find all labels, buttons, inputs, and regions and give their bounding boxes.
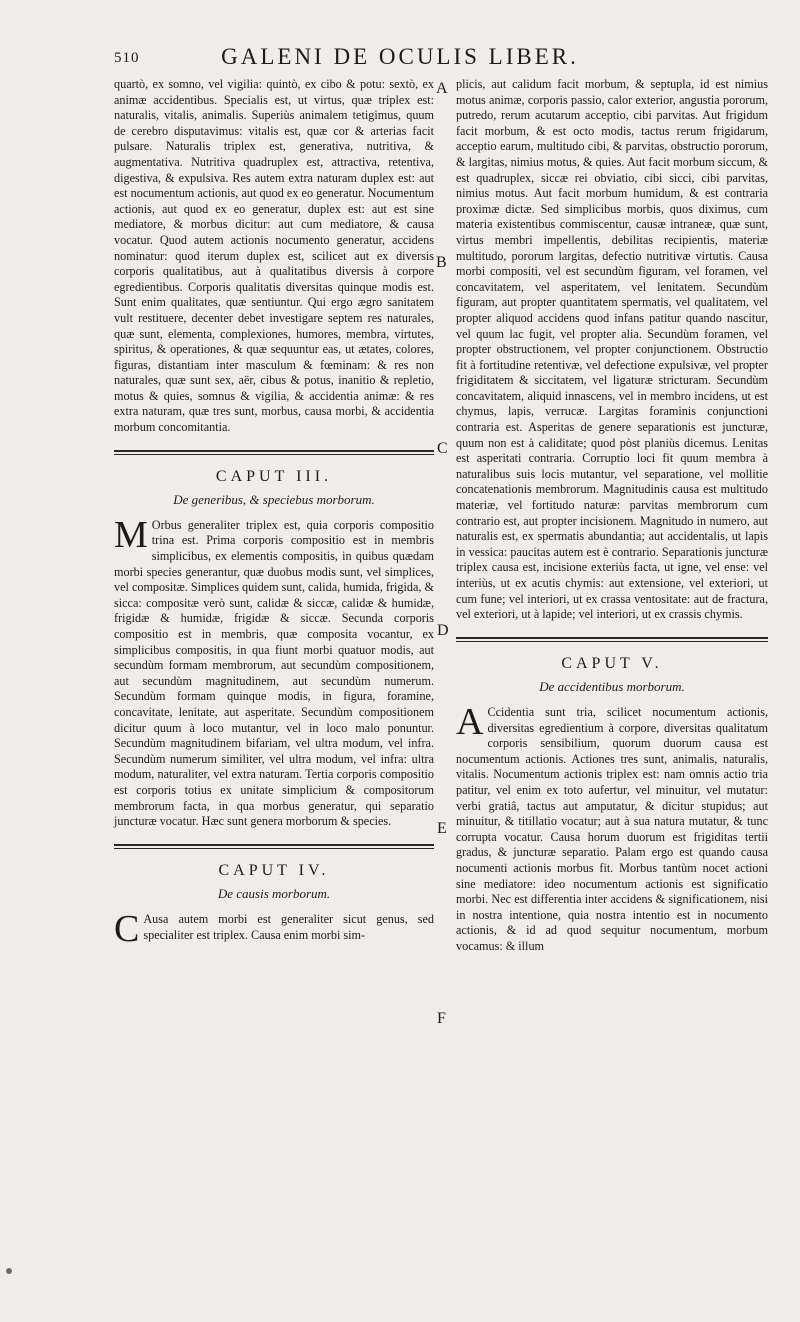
margin-letter-d: D (437, 622, 449, 639)
left-column (114, 77, 434, 950)
chapter-3-dropcap: M (114, 513, 148, 556)
margin-letter-a: A (436, 80, 448, 97)
chapter-5-subtitle: De accidentibus morborum. (539, 679, 685, 695)
section-rule (456, 637, 768, 639)
chapter-5-paragraph (456, 700, 768, 955)
chapter-4-dropcap: C (114, 907, 140, 950)
section-rule (114, 450, 434, 452)
chapter-5-text: Ccidentia sunt tria, scilicet nocumentum actionis, diversitas egredientium à corpore, diversitas qualitatum corporis sensibilium, quorum duorum causa est nocumentum actionis. Actiones tres sunt, animalis, naturalis, vitalis. Nocumentum actionis triplex est: nam omnis actio tria patitur, vel enim ex toto aufertur, vel minuitur, vel mutatur: verbi gratiâ, tactus aut amputatur, & dicitur stupidus; aut minuitur, & titillatio vocatur; aut à sua natura mutatur, & tunc corrupta vocatur. Causa horum duorum est frigiditas tertii gradus, & juncturæ separatio. Palam ergo est quando causa nocumenti actionis morbus fit. Morbus tantùm nocet actioni sine mediatore: ideo nocumentum actionis est significatio morbi. Nec est differentia inter accidens & significationem, nisi in nostra intentione, quia nostra intentio est in nocumento actionis, & id ad quod sequitur nocumentum, morbum vocamus: & illum (456, 704, 768, 953)
margin-letter-c: C (437, 440, 448, 457)
section-rule-thin (114, 454, 434, 455)
chapter-3-paragraph (114, 513, 434, 830)
section-rule-thin (456, 641, 768, 642)
left-intro-paragraph: quartò, ex somno, vel vigilia: quintò, ex cibo & potu: sextò, ex animæ accidentibus. Specialis est, ut virtus, quæ triplex est: naturalis, vitalis, animalis. Superiùs animalem tetigimus, quum de cerebro disputavimus: vitalis est, quæ cor & arterias facit pulsare. Naturalis triplex est, generativa, nutritiva, & augmentativa. Nutritiva quadruplex est, attractiva, retentiva, digestiva, & expulsiva. Res autem extra naturam duplex est: aut est nocumentum actionis, aut quod ex eo generatur. Nocumentum actionis, aut quod ex eo generatur, duplex est: aut est sine mediatore, & morbus dicitur: aut cum mediatore, & causa vocatur. Quod autem actionis nocumento generatur, accidens nominatur: quod iterum duplex est, scilicet aut ex diversis corporis qualitatibus, aut à qualitatibus diversis à corpore egredientibus. Corporis qualitatis diversitas quinque modis est. Sunt enim qualitates, quæ sentiuntur. Qui ergo ægro sanitatem vult restituere, decenter debet investigare septem res naturales, quæ sunt, elementa, complexiones, humores, membra, virtutes, spiritus, & operationes, & quæ sequuntur eas, ut ætates, colores, figuras, distantiam inter masculum & fœminam: & res non naturales, quæ sunt sex, aër, cibus & potus, inanitio & repletio, motus & quies, somnus & vigilia, & accidentia animæ: & res extra naturam, quæ tres sunt, morbus, causa morbi, & accidentia morbum concomitantia. (114, 77, 434, 435)
chapter-4-heading: CAPUT IV. (218, 861, 330, 879)
chapter-3-subtitle: De generibus, & speciebus morborum. (173, 492, 375, 508)
chapter-4-paragraph (114, 907, 434, 950)
chapter-4-subtitle: De causis morborum. (217, 886, 331, 902)
chapter-5-heading: CAPUT V. (561, 654, 663, 672)
right-column (456, 77, 768, 954)
margin-letter-f: F (437, 1010, 446, 1027)
chapter-3-text: Orbus generaliter triplex est, quia corporis compositio trina est. Prima corporis compositio est in membris simplicibus, ex elementis compositis, in quibus quædam morbi species generantur, quæ duobus modis sunt, vel simplices, vel compositæ. Simplices quidem sunt, calida, humida, frigida, & sicca: compositæ verò sunt, calidæ & siccæ, calidæ & humidæ, frigidæ & humidæ, frigidæ & siccæ. Secunda corporis compositio est in membris, quæ composita vocantur, ex simplicibus compositis, in qua fiunt morbi quatuor modis, aut secundùm formam membrorum, aut secundùm compositionem, aut secundùm magnitudinem, aut secundùm numerum. Secundùm formam quinque modis, in figura, foramine, concavitate, lenitate, aut asperitate. Secundùm compositionem dicitur quum à loco mutantur, vel in loco malo ponuntur. Secundùm magnitudinem bifariam, vel ultra modum, vel infra. Secundùm numerum similiter, vel ultra modum, vel infra: ultra modum, naturaliter, vel extra naturam. Tertia corporis compositio est corporis totius ex unitate simplicium & compositorum membrorum facta, in qua morbus generatur, qui separatio juncturæ vocatur. Hæc sunt genera morborum & species. (114, 517, 434, 829)
chapter-3-heading: CAPUT III. (215, 467, 333, 485)
paper-spot (6, 1268, 12, 1274)
running-title: GALENI DE OCULIS LIBER. (221, 44, 579, 69)
page-number: 510 (114, 50, 140, 66)
chapter-5-dropcap: A (456, 700, 484, 743)
chapter-4-text: Ausa autem morbi est generaliter sicut genus, sed specialiter est triplex. Causa enim morbi sim- (143, 911, 434, 942)
section-rule (114, 844, 434, 846)
right-intro-paragraph: plicis, aut calidum facit morbum, & septupla, id est nimius motus animæ, corporis passio, calor exterior, angustia pororum, putredo, rerum acutarum acceptio, cibi parvitas. Aut frigidum facit morbum, & est octo modis, tactus rerum frigidarum, acceptio earum, multitudo cibi, & parvitas, obstructio pororum, & largitas, nimius motus, & quies. Aut facit morbum siccum, & est quadruplex, siccæ rei obviatio, cibi sicci, cibi parvitas, nimius motus. Aut facit morbum humidum, & est contraria proximæ dictæ. Sed simplicibus morbis, quos diximus, cum materia existentibus commiscentur, causæ intraneæ, quæ sunt, virtus membri impellentis, debilitas recipientis, materiæ multitudo, pororum largitas, defectio nutritivæ virtutis. Causa morbi compositi, vel est secundùm figuram, vel foramen, vel concavitatem, vel asperitatem, vel lenitatem. Secundùm figuram, aut propter quantitatem spermatis, vel qualitatem, vel propter aliquod accidens quod infans patitur quando nascitur, vel quum lac fugit, vel propter alia. Secundùm foramen, vel propter obstructionem, vel propter conjunctionem. Obstructio fit à fortitudine retentivæ, vel defectione expulsivæ, vel propter frigiditatem & siccitatem, vel ligaturæ stricturam. Secundùm concavitatem, aliquid innascens, vel in membro incidens, ut est chymus, lapis, verrucæ. Largitas foraminis conjunctioni contraria est. Asperitas de genere separationis est juncturæ, quum non est à caliditate; quod pòst planiùs dicemus. Lenitas est asperitati contraria. Corruptio loci fit quum membra à naturalibus suis locis mutantur, vel separatione, vel mollitie concatenationis membrorum. Magnitudinis causa est multitudo materiæ, vel fortitudo naturæ: parvitas membrorum cum contrario est, aut propter incisionem. Magnitudo in numero, aut naturalis est, ex spermatis abundantia; aut accidentalis, ut lapis in vessica: paucitas autem est è contrario. Separationis juncturæ triplex causa est, incisione exteriùs facta, ut igne, vel ense: vel interiùs, ut ex acutis chymis: aut extensione, vel exteriori, ut cum fune; vel interiori, ut ex crassa ventositate: aut de fractura, vel exteriori, ut à lapide; vel interiori, ut ex crassis chymis. (456, 77, 768, 622)
margin-letter-b: B (436, 254, 447, 271)
margin-letter-e: E (437, 820, 447, 837)
section-rule-thin (114, 848, 434, 849)
